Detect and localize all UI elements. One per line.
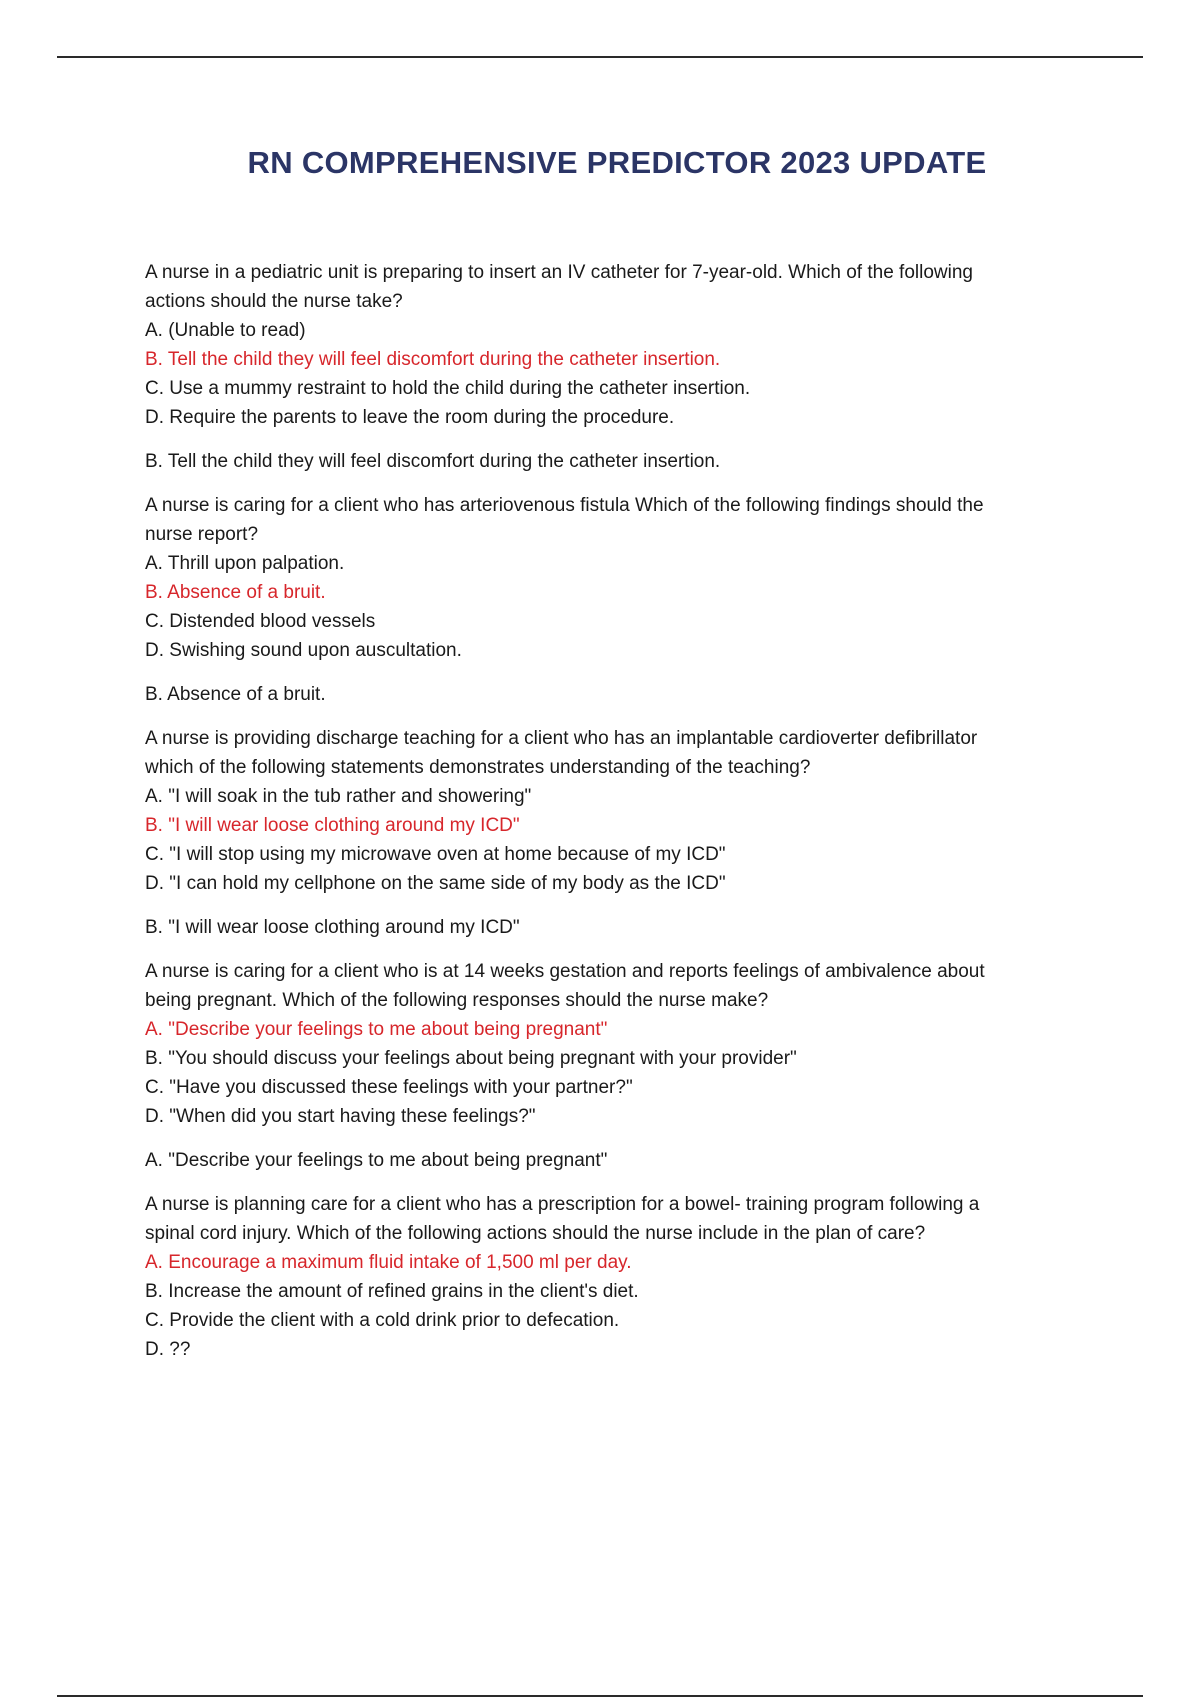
- option-d: D. "I can hold my cellphone on the same side of my body as the ICD": [145, 873, 726, 894]
- option-b-correct: B. "I will wear loose clothing around my ICD": [145, 815, 520, 836]
- question-text: A nurse is providing discharge teaching for a client who has an implantable cardioverter defibrillator which of the following statements demonstrates understanding of the teaching?: [145, 728, 978, 778]
- option-d: D. ??: [145, 1339, 191, 1360]
- option-c: C. Use a mummy restraint to hold the child during the catheter insertion.: [145, 378, 751, 399]
- document-title: RN COMPREHENSIVE PREDICTOR 2023 UPDATE: [247, 145, 987, 180]
- option-d: D. Swishing sound upon auscultation.: [145, 640, 462, 661]
- answer-line: A. "Describe your feelings to me about being pregnant": [145, 1150, 608, 1171]
- question-block-2: [145, 491, 1005, 665]
- option-a: A. (Unable to read): [145, 320, 306, 341]
- option-b-correct: B. Absence of a bruit.: [145, 582, 326, 603]
- answer-line: B. Absence of a bruit.: [145, 684, 326, 705]
- option-a-correct: A. Encourage a maximum fluid intake of 1,500 ml per day.: [145, 1252, 632, 1273]
- question-list: [145, 258, 1005, 1379]
- question-block-1: [145, 258, 1005, 432]
- question-text: A nurse is planning care for a client who has a prescription for a bowel- training program following a spinal cord injury. Which of the following actions should the nurse include in the plan of care?: [145, 1194, 980, 1244]
- answer-line: B. "I will wear loose clothing around my ICD": [145, 917, 520, 938]
- option-d: D. Require the parents to leave the room during the procedure.: [145, 407, 675, 428]
- option-c: C. Distended blood vessels: [145, 611, 376, 632]
- question-text: A nurse in a pediatric unit is preparing to insert an IV catheter for 7-year-old. Which of the following actions should the nurse take?: [145, 262, 973, 312]
- question-block-4: [145, 957, 1005, 1131]
- header-rule: [57, 56, 1143, 58]
- option-c: C. "Have you discussed these feelings with your partner?": [145, 1077, 633, 1098]
- option-c: C. "I will stop using my microwave oven at home because of my ICD": [145, 844, 726, 865]
- option-b: B. Increase the amount of refined grains in the client's diet.: [145, 1281, 639, 1302]
- question-text: A nurse is caring for a client who has arteriovenous fistula Which of the following findings should the nurse report?: [145, 495, 984, 545]
- footer-rule: [57, 1695, 1143, 1697]
- option-a-correct: A. "Describe your feelings to me about being pregnant": [145, 1019, 608, 1040]
- option-d: D. "When did you start having these feelings?": [145, 1106, 536, 1127]
- option-a: A. "I will soak in the tub rather and showering": [145, 786, 532, 807]
- question-text: A nurse is caring for a client who is at 14 weeks gestation and reports feelings of ambivalence about being pregnant. Which of the following responses should the nurse make?: [145, 961, 985, 1011]
- question-block-3: [145, 724, 1005, 898]
- option-b: B. "You should discuss your feelings about being pregnant with your provider": [145, 1048, 797, 1069]
- option-c: C. Provide the client with a cold drink prior to defecation.: [145, 1310, 620, 1331]
- question-block-5: [145, 1190, 1005, 1364]
- option-a: A. Thrill upon palpation.: [145, 553, 345, 574]
- option-b-correct: B. Tell the child they will feel discomfort during the catheter insertion.: [145, 349, 721, 370]
- answer-line: B. Tell the child they will feel discomfort during the catheter insertion.: [145, 451, 721, 472]
